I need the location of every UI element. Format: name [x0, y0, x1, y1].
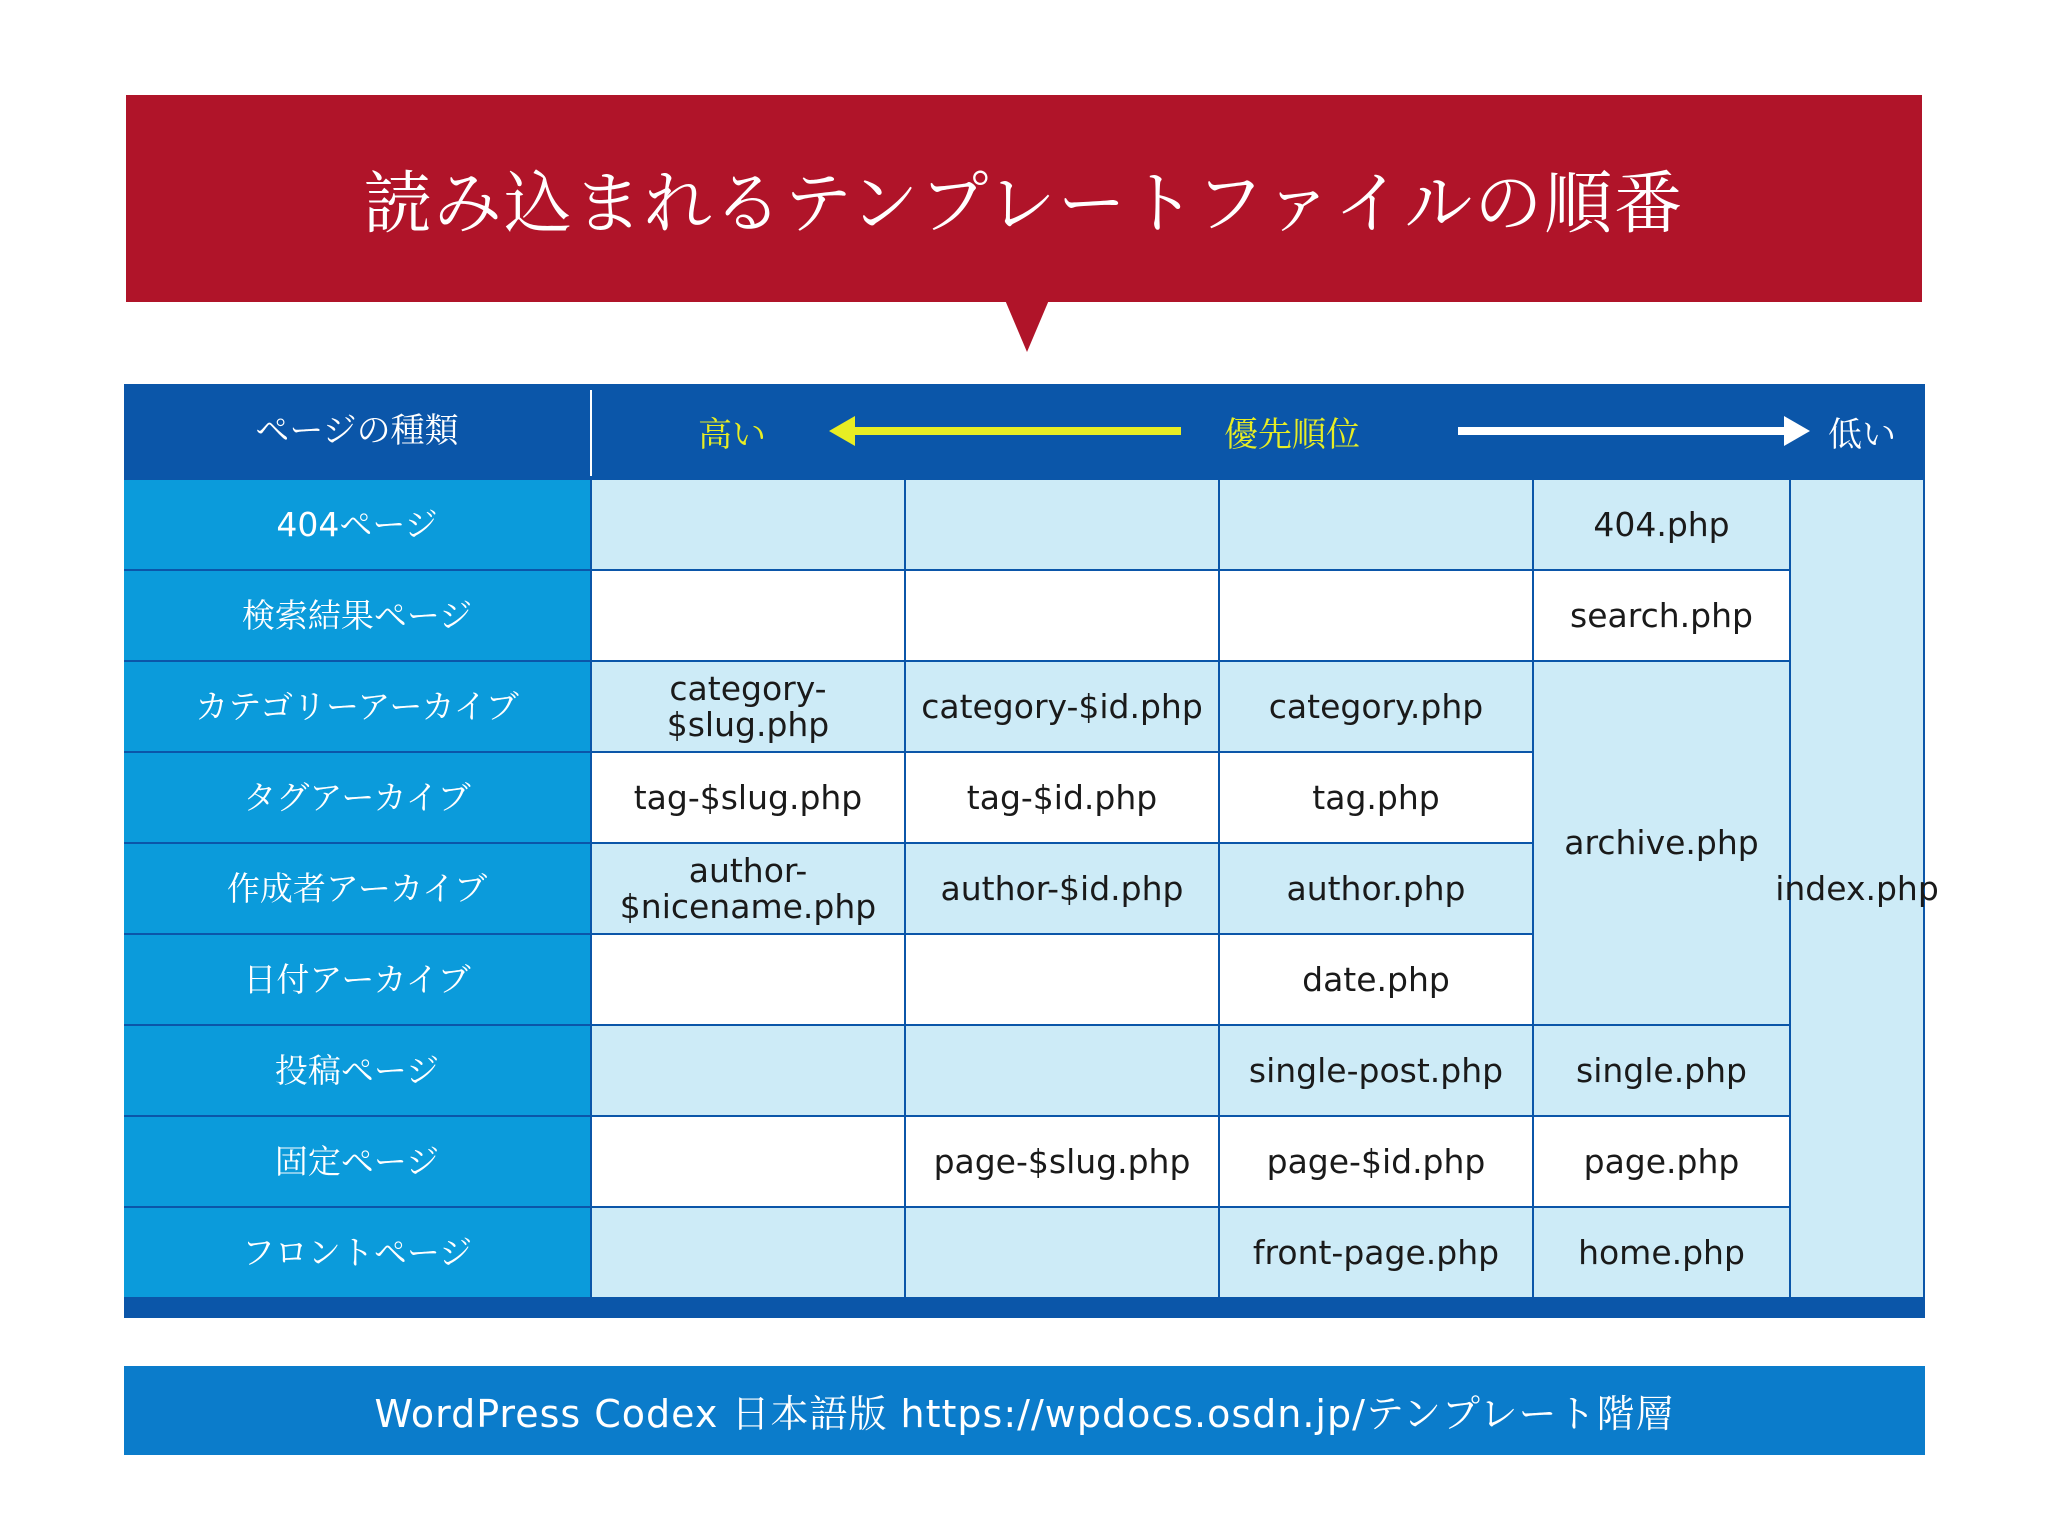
template-file: tag-$slug.php — [633, 777, 863, 817]
template-cell — [592, 1208, 904, 1297]
template-cell — [1220, 1117, 1532, 1206]
template-cell — [1220, 753, 1532, 842]
header-page-type: ページの種類 — [255, 410, 459, 451]
template-cell — [1220, 844, 1532, 933]
template-cell — [592, 480, 904, 569]
row-label: カテゴリーアーカイブ — [124, 662, 590, 751]
template-cell — [592, 1117, 904, 1206]
template-file: 404.php — [1593, 504, 1730, 544]
template-cell — [1534, 571, 1789, 660]
template-file: tag.php — [1312, 777, 1440, 817]
template-cell — [906, 1026, 1218, 1115]
template-cell — [592, 844, 904, 933]
title-banner — [126, 95, 1922, 302]
template-cell — [906, 571, 1218, 660]
template-file: tag-$id.php — [966, 777, 1158, 817]
arrow-left-icon — [829, 414, 1181, 448]
template-file: author-$id.php — [940, 868, 1184, 908]
template-cell — [1534, 1026, 1789, 1115]
template-cell — [1220, 480, 1532, 569]
priority-low-label: 低い — [1828, 414, 1896, 455]
template-cell — [906, 480, 1218, 569]
template-cell — [1220, 1026, 1532, 1115]
row-label: 検索結果ページ — [124, 571, 590, 660]
template-file: single-post.php — [1248, 1050, 1504, 1090]
template-file: page-$id.php — [1266, 1141, 1486, 1181]
row-label: 投稿ページ — [124, 1026, 590, 1115]
template-cell — [906, 935, 1218, 1024]
template-file: front-page.php — [1252, 1232, 1500, 1272]
template-cell — [592, 662, 904, 751]
template-cell — [1534, 662, 1789, 1024]
template-cell — [906, 844, 1218, 933]
row-label: フロントページ — [124, 1208, 590, 1297]
template-file: home.php — [1578, 1232, 1745, 1272]
template-file: category-$id.php — [921, 686, 1203, 726]
template-file: page-$slug.php — [933, 1141, 1191, 1181]
template-cell — [906, 662, 1218, 751]
template-cell — [1534, 1208, 1789, 1297]
template-file: index.php — [1775, 868, 1939, 908]
source-footer — [124, 1366, 1925, 1455]
template-cell — [906, 1208, 1218, 1297]
template-cell — [1220, 662, 1532, 751]
template-file: author.php — [1286, 868, 1466, 908]
row-label: 作成者アーカイブ — [124, 844, 590, 933]
priority-high-label: 高い — [698, 414, 766, 455]
template-cell — [592, 935, 904, 1024]
arrow-right-icon — [1458, 414, 1810, 448]
template-cell — [906, 753, 1218, 842]
template-cell — [906, 1117, 1218, 1206]
template-file: search.php — [1570, 595, 1753, 635]
page-title: 読み込まれるテンプレートファイルの順番 — [363, 165, 1685, 244]
row-label: タグアーカイブ — [124, 753, 590, 842]
priority-header — [592, 384, 1925, 478]
source-citation: WordPress Codex 日本語版 https://wpdocs.osdn.jp/テンプレート階層 — [374, 1392, 1675, 1436]
template-cell — [592, 753, 904, 842]
template-file: author- $nicename.php — [619, 850, 877, 926]
template-cell — [592, 1026, 904, 1115]
template-file: category.php — [1268, 686, 1484, 726]
template-cell — [592, 571, 904, 660]
template-cell — [1534, 480, 1789, 569]
title-pointer — [1005, 300, 1049, 352]
template-cell-index — [1775, 480, 1939, 1297]
template-cell — [1220, 1208, 1532, 1297]
template-file: archive.php — [1564, 823, 1759, 863]
template-file: page.php — [1583, 1141, 1740, 1181]
template-cell — [1220, 935, 1532, 1024]
template-cell — [1534, 1117, 1789, 1206]
row-label: 404ページ — [124, 480, 590, 569]
row-label: 日付アーカイブ — [124, 935, 590, 1024]
template-file: date.php — [1302, 959, 1450, 999]
template-file: single.php — [1576, 1050, 1747, 1090]
template-file: category- $slug.php — [666, 668, 830, 744]
row-label: 固定ページ — [124, 1117, 590, 1206]
priority-label: 優先順位 — [1224, 414, 1360, 455]
template-order-table — [124, 384, 1939, 1318]
template-cell — [1220, 571, 1532, 660]
